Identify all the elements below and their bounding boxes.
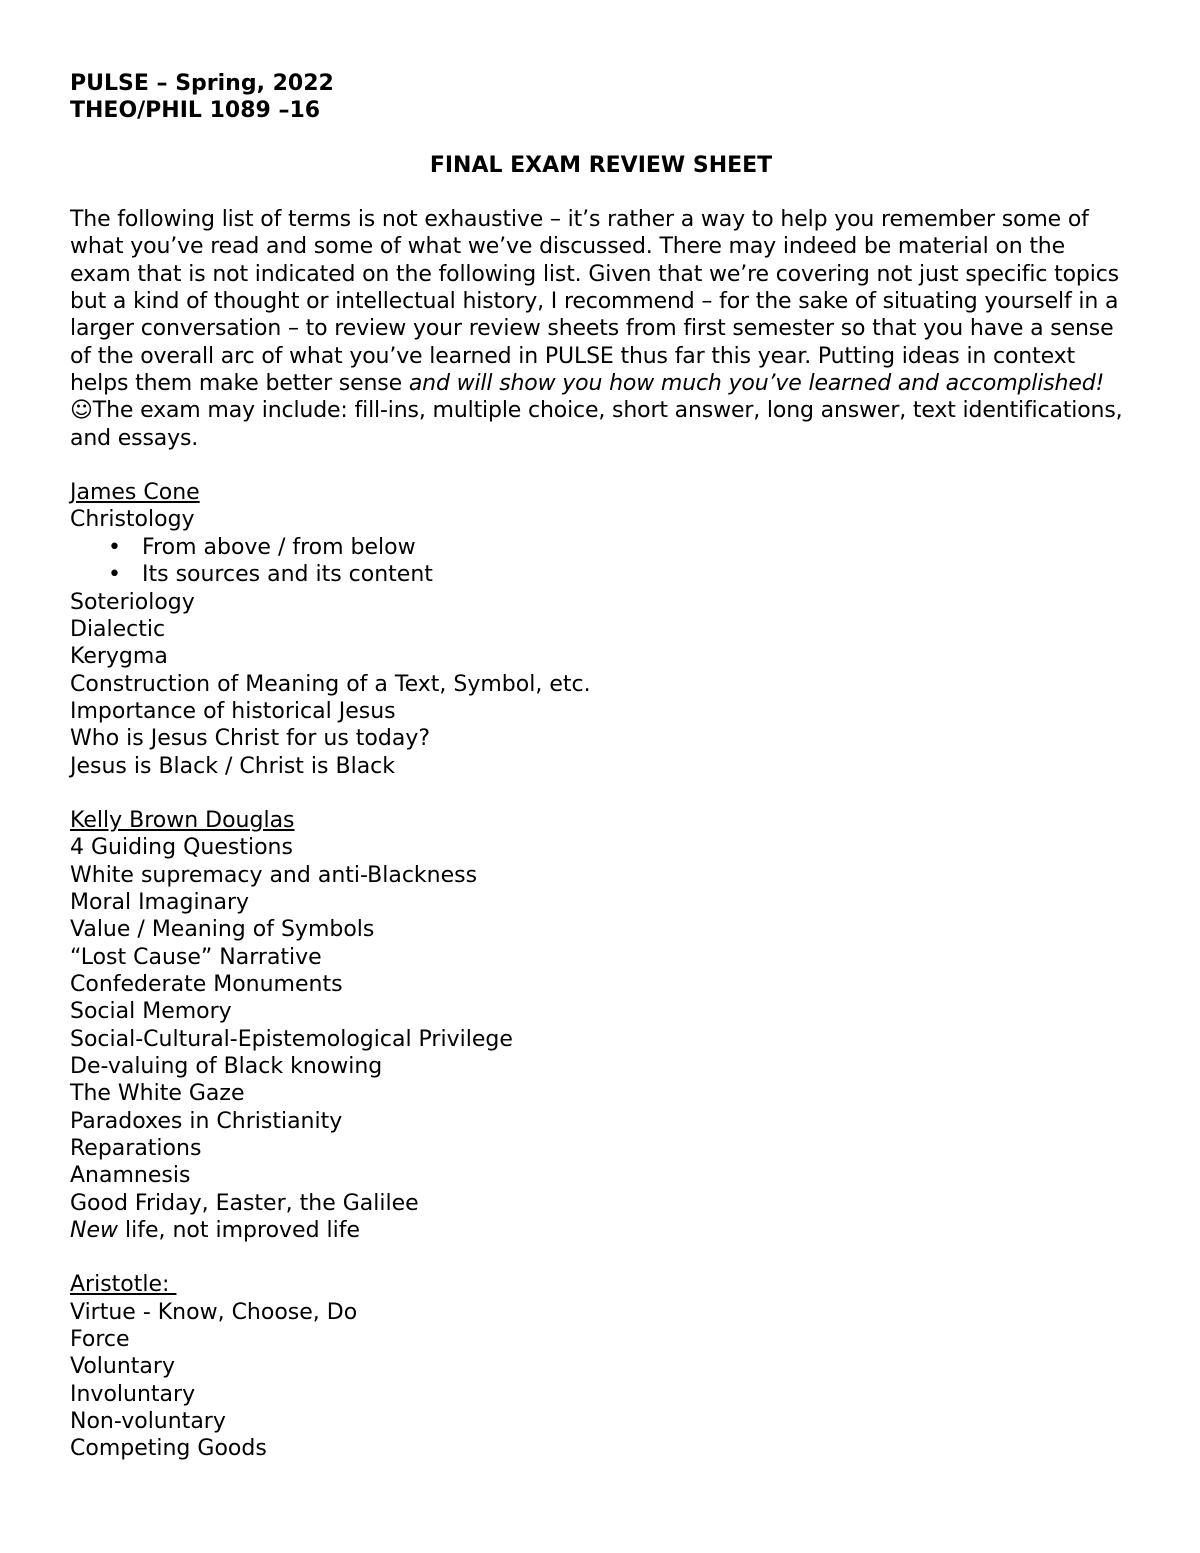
list-item: Soteriology — [70, 589, 195, 615]
list-item: The White Gaze — [70, 1081, 245, 1107]
list-item: Paradoxes in Christianity — [70, 1108, 343, 1134]
list-item: Anamnesis — [70, 1163, 191, 1189]
list-item: “Lost Cause” Narrative — [70, 944, 322, 970]
bullet-text: Its sources and its content — [142, 562, 433, 588]
bullet-item — [70, 561, 1132, 588]
list-item: Confederate Monuments — [70, 971, 343, 997]
list-item: Who is Jesus Christ for us today? — [70, 726, 431, 752]
list-item: Dialectic — [70, 616, 166, 642]
list-item: Construction of Meaning of a Text, Symbol, etc. — [70, 671, 591, 697]
intro-paragraph — [70, 206, 1132, 452]
list-item-emphasis: New — [70, 1218, 118, 1244]
intro-emphasis: and will show you how much you’ve learned and accomplished! — [408, 371, 1105, 397]
list-item: Christology — [70, 507, 195, 533]
page-title: FINAL EXAM REVIEW SHEET — [429, 152, 773, 178]
course-term-line: PULSE – Spring, 2022 — [70, 71, 334, 96]
list-item: Value / Meaning of Symbols — [70, 917, 375, 943]
list-item: Non-voluntary — [70, 1409, 226, 1435]
list-item: Force — [70, 1327, 130, 1353]
list-item: Voluntary — [70, 1354, 175, 1380]
bullet-icon: • — [108, 534, 121, 560]
intro-text-part2: The exam may include: fill-ins, multiple choice, short answer, long answer, text identifications, and essays. — [70, 398, 1123, 451]
christology-bullet-list — [70, 534, 1132, 589]
section-heading-aristotle: Aristotle: — [70, 1272, 177, 1298]
list-item: Good Friday, Easter, the Galilee — [70, 1190, 419, 1216]
list-item: Involuntary — [70, 1381, 196, 1407]
list-item: Social Memory — [70, 999, 232, 1025]
list-item: White supremacy and anti-Blackness — [70, 862, 478, 888]
list-item: De-valuing of Black knowing — [70, 1054, 383, 1079]
list-item: 4 Guiding Questions — [70, 835, 293, 861]
bullet-text: From above / from below — [142, 534, 416, 560]
list-item: Competing Goods — [70, 1436, 267, 1462]
bullet-item — [70, 534, 1132, 561]
intro-text-part1: The following list of terms is not exhaustive – it’s rather a way to help you remember some of what you’ve read and some of what we’ve discussed. There may indeed be material on the exam that is not indicated on the following list. Given that we’re covering not just specific topics but a kind of thought or intellectual history, I recommend – for the sake of situating yourself in a larger conversation – to review your review sheets from first semester so that you have a sense of the overall arc of what you’ve learned in PULSE thus far this year. Putting ideas in context helps them make better sense — [70, 207, 1119, 397]
list-item: Jesus is Black / Christ is Black — [70, 753, 396, 779]
list-item: Importance of historical Jesus — [70, 698, 396, 724]
list-item: Kerygma — [70, 644, 168, 670]
list-item — [70, 1217, 1132, 1244]
section-heading-cone: James Cone — [70, 480, 200, 506]
smiley-icon: ☺ — [70, 398, 93, 424]
list-item-text: life, not improved life — [118, 1218, 361, 1244]
document-page — [70, 70, 1132, 1463]
section-aristotle — [70, 1271, 1132, 1462]
list-item: Moral Imaginary — [70, 889, 250, 915]
list-item: Virtue - Know, Choose, Do — [70, 1299, 358, 1325]
section-james-cone — [70, 479, 1132, 780]
course-code-line: THEO/PHIL 1089 –16 — [70, 98, 321, 124]
section-heading-douglas: Kelly Brown Douglas — [70, 807, 295, 833]
section-kelly-brown-douglas — [70, 807, 1132, 1245]
list-item: Social-Cultural-Epistemological Privilege — [70, 1026, 513, 1052]
list-item: Reparations — [70, 1136, 202, 1162]
bullet-icon: • — [108, 562, 121, 588]
